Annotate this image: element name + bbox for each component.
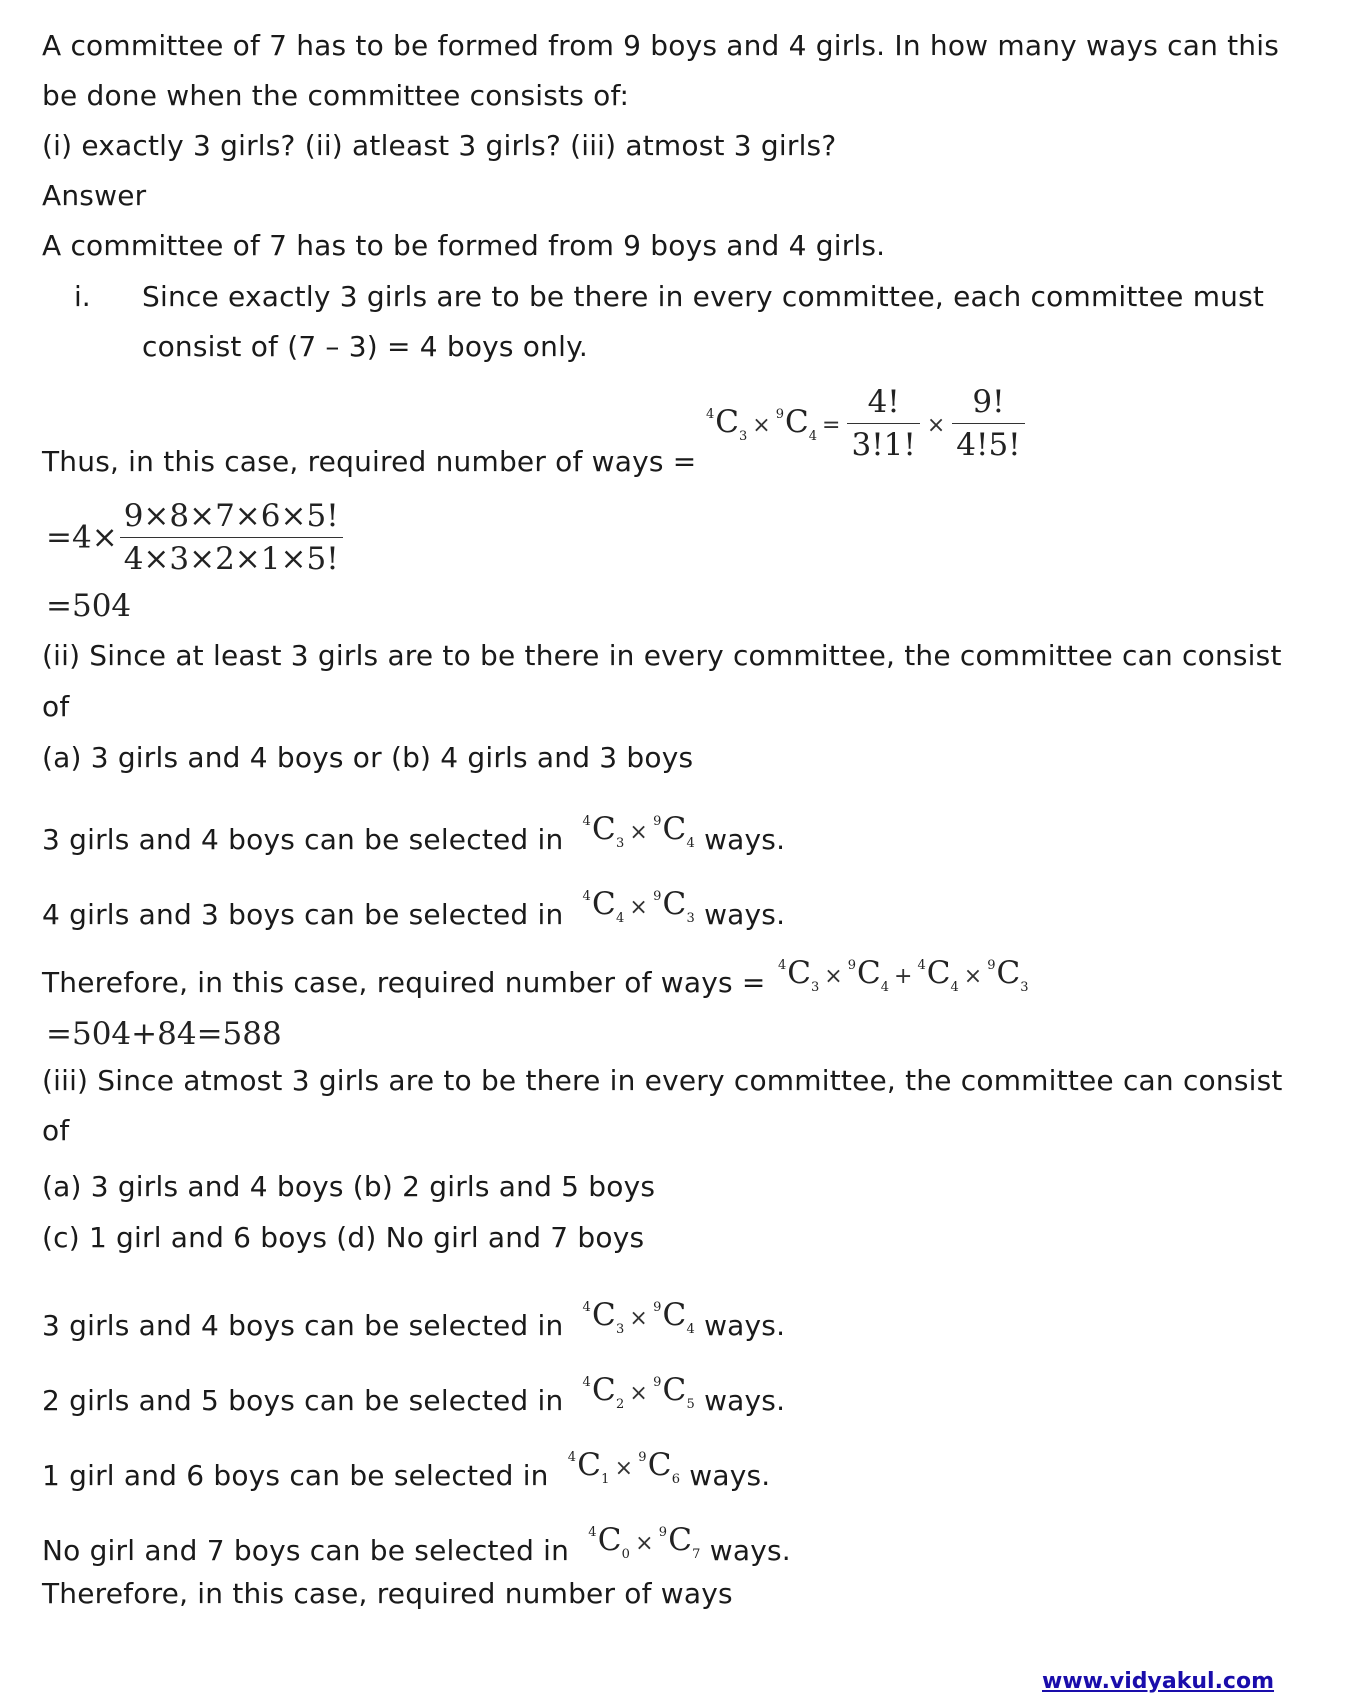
combination-term: $^4C_3$ bbox=[706, 403, 748, 444]
question-line-1: A committee of 7 has to be formed from 9 boys and 4 girls. In how many ways can this bbox=[42, 29, 1280, 62]
part1-line-1: Since exactly 3 girls are to be there in every committee, each committee must bbox=[142, 280, 1265, 313]
part2-ways-text: Therefore, in this case, required number of ways = bbox=[42, 966, 766, 999]
part1-line-2: consist of (7 – 3) = 4 boys only. bbox=[142, 330, 588, 363]
part3-line-4: (c) 1 girl and 6 boys (d) No girl and 7 boys bbox=[42, 1221, 645, 1254]
combination-term: $^4C_2 \times ^9C_5$ bbox=[582, 1372, 695, 1412]
fraction: $\frac{4!}{3!1!}$ bbox=[847, 384, 919, 463]
part3-line-1: (iii) Since atmost 3 girls are to be there in every committee, the committee can consist bbox=[42, 1064, 1283, 1097]
part3-sel-b: 2 girls and 5 boys can be selected in $^4C_2 \times ^9C_5$ ways. bbox=[42, 1372, 786, 1417]
fraction: $\frac{9\times 8\times 7\times 6\times 5!}{4\times 3\times 2\times 1\times 5!}$ bbox=[120, 498, 343, 577]
answer-label: Answer bbox=[42, 179, 147, 212]
part3-sel-d: No girl and 7 boys can be selected in $^4C_0 \times ^9C_7$ ways. bbox=[42, 1522, 791, 1567]
part2-sum-formula: $^4C_3 \times ^9C_4 + ^4C_4 \times ^9C_3$ bbox=[778, 955, 1029, 995]
part1-marker: i. bbox=[74, 280, 91, 313]
part1-ways-text: Thus, in this case, required number of ways = bbox=[42, 445, 697, 478]
part3-line-2: of bbox=[42, 1114, 70, 1147]
part1-formula: $^4C_3 \times ^9C_4$ = $\frac{4!}{3!1!}$ × $\frac{9!}{4!5!}$ bbox=[706, 384, 1027, 463]
combination-term: $^9C_4$ bbox=[775, 403, 818, 444]
combination-term: $^4C_3 \times ^9C_4$ bbox=[582, 1297, 695, 1337]
part3-sel-a: 3 girls and 4 boys can be selected in $^4C_3 \times ^9C_4$ ways. bbox=[42, 1297, 786, 1342]
part1-result: =504 bbox=[46, 588, 132, 624]
part2-sel-b: 4 girls and 3 boys can be selected in $^4C_4 \times ^9C_3$ ways. bbox=[42, 886, 786, 931]
combination-term: $^4C_3 \times ^9C_4$ bbox=[582, 811, 695, 851]
part2-line-3: (a) 3 girls and 4 boys or (b) 4 girls and 3 boys bbox=[42, 741, 694, 774]
combination-term: $^4C_0 \times ^9C_7$ bbox=[588, 1522, 701, 1562]
fraction: $\frac{9!}{4!5!}$ bbox=[952, 384, 1024, 463]
answer-intro: A committee of 7 has to be formed from 9 boys and 4 girls. bbox=[42, 229, 886, 262]
part2-result: =504+84=588 bbox=[46, 1016, 282, 1052]
part3-line-3: (a) 3 girls and 4 boys (b) 2 girls and 5 boys bbox=[42, 1170, 656, 1203]
part2-line-2: of bbox=[42, 690, 70, 723]
combination-term: $^4C_4 \times ^9C_3$ bbox=[582, 886, 695, 926]
part3-ways-text: Therefore, in this case, required number of ways bbox=[42, 1577, 733, 1610]
vidyakul-link[interactable]: www.vidyakul.com bbox=[1042, 1669, 1275, 1694]
part2-line-1: (ii) Since at least 3 girls are to be there in every committee, the committee can consist bbox=[42, 639, 1282, 672]
part2-sel-a: 3 girls and 4 boys can be selected in $^4C_3 \times ^9C_4$ ways. bbox=[42, 811, 786, 856]
combination-term: $^4C_1 \times ^9C_6$ bbox=[567, 1447, 681, 1487]
question-line-3: (i) exactly 3 girls? (ii) atleast 3 girls? (iii) atmost 3 girls? bbox=[42, 129, 837, 162]
part1-step: =4× $\frac{9\times 8\times 7\times 6\times 5!}{4\times 3\times 2\times 1\times 5!}$ bbox=[46, 498, 345, 577]
part3-sel-c: 1 girl and 6 boys can be selected in $^4C_1 \times ^9C_6$ ways. bbox=[42, 1447, 771, 1492]
question-line-2: be done when the committee consists of: bbox=[42, 79, 630, 112]
